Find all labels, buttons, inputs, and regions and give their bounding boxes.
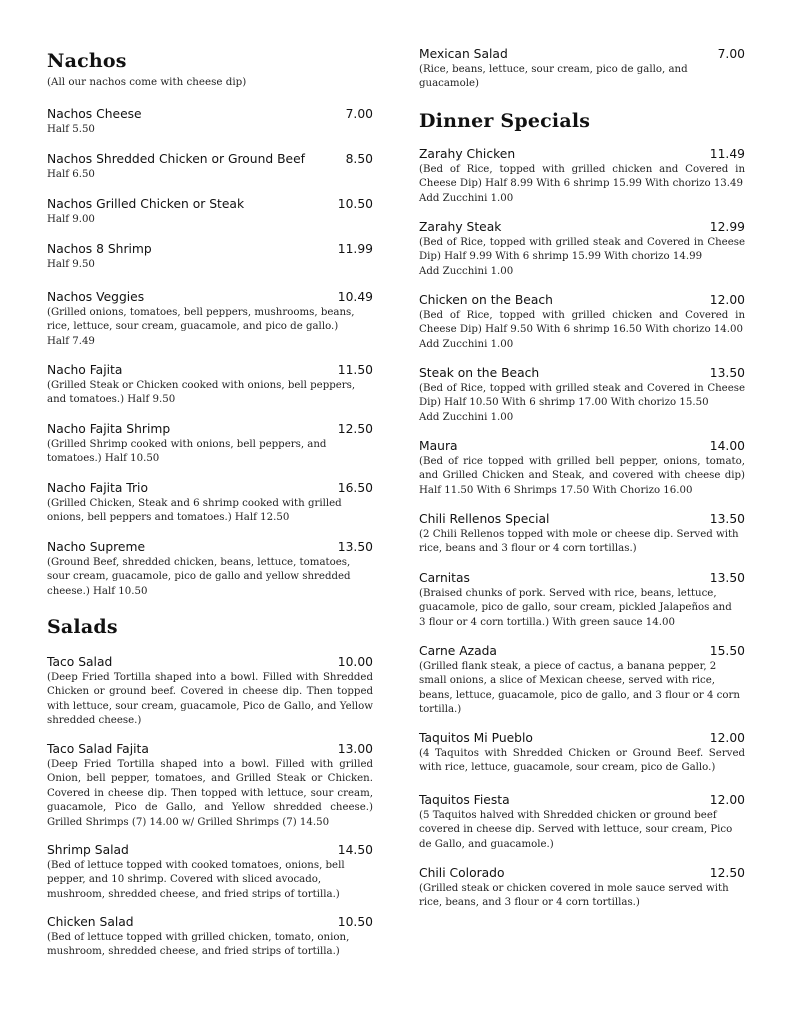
menu-item [47,363,373,408]
menu-item-price: 14.50 [337,843,373,857]
menu-item-description-line: Half 9.50 [47,259,95,270]
nachos-section-title: Nachos [47,50,127,72]
menu-item [419,731,745,776]
salads-section-title: Salads [47,616,118,638]
menu-item-description-line: Dip) Half 10.50 With 6 shrimp 17.00 With chorizo 15.50 [419,397,709,409]
menu-item-header [419,793,745,809]
menu-item-description [47,168,373,182]
menu-item-description-line: 3 flour or 4 corn tortilla.) With green sauce 14.00 [419,616,675,628]
menu-item-description-line: (Grilled Steak or Chicken cooked with onions, bell peppers, [47,380,356,391]
menu-item-description-line: tomatoes.) Half 10.50 [47,453,160,465]
menu-item-description-line: Grilled Shrimps (7) 14.00 w/ Grilled Shrimps (7) 14.50 [47,816,330,828]
menu-item-description-line: tortilla.) [419,704,462,716]
menu-item-description-line: shredded cheese.) [47,715,142,727]
menu-item-price: 13.50 [709,366,745,380]
menu-item-description-line: with lettuce, sour cream, guacamole, Pico de Gallo, and Yellow [47,700,373,712]
menu-item-description-line: (Deep Fried Tortilla shaped into a bowl. Filled with grilled [47,759,373,770]
menu-item-price: 13.50 [337,540,373,554]
menu-item-price: 10.50 [337,197,373,211]
menu-item-price: 13.00 [337,742,373,756]
menu-item-header [47,540,373,556]
menu-item-description-line: and Grilled Chicken and Steak, and covered with cheese dip) [419,470,745,482]
menu-item [419,147,745,206]
menu-item [419,512,745,557]
menu-item-description-line: (Grilled flank steak, a piece of cactus, a banana pepper, 2 [419,661,717,672]
menu-item-description-line: guacamole, Pico de Gallo, and Yellow shredded cheese.) [47,802,373,814]
menu-item [419,220,745,279]
menu-item-header [47,655,373,671]
menu-item-header [419,366,745,382]
menu-item [47,107,373,137]
menu-item [47,152,373,182]
menu-item [419,793,745,852]
menu-item-description [47,213,373,227]
menu-item-header [47,197,373,213]
menu-item-name: Steak on the Beach [419,366,540,380]
menu-item-header [419,47,745,63]
menu-item-name: Nachos Cheese [47,107,142,121]
menu-item-description-line: (Bed of Rice, topped with grilled steak and Covered in Cheese [419,237,745,248]
menu-item [419,866,745,911]
menu-item [419,439,745,498]
menu-item-price: 13.50 [709,571,745,585]
menu-item-description-line: Cheese Dip) Half 9.50 With 6 shrimp 16.50 With chorizo 14.00 [419,324,743,336]
menu-item-header [47,481,373,497]
menu-item-description [419,163,745,206]
menu-item-header [419,147,745,163]
menu-item-description-line: Add Zucchini 1.00 [419,265,514,277]
menu-item-price: 7.00 [345,107,373,121]
menu-item-description-line: Covered in cheese dip. Then topped with lettuce, sour cream, [47,787,373,799]
menu-item-description-line: covered in cheese dip. Served with lettuce, sour cream, Pico [419,824,733,836]
menu-item-description-line: mushroom, shredded cheese, and fried strips of tortilla.) [47,946,340,958]
menu-item-description-line: (Bed of Rice, topped with grilled chicken and Covered in [419,164,745,175]
menu-item-price: 12.00 [709,793,745,807]
menu-item-description-line: (Bed of Rice, topped with grilled steak and Covered in Cheese [419,383,745,394]
menu-item-description-line: Add Zucchini 1.00 [419,192,514,204]
menu-item-name: Chili Colorado [419,866,505,880]
menu-item [47,742,373,830]
menu-item-name: Nachos Grilled Chicken or Steak [47,197,245,211]
menu-item-description [419,309,745,352]
menu-item-description [47,931,373,960]
menu-item-description-line: Dip) Half 9.99 With 6 shrimp 15.99 With chorizo 14.99 [419,251,703,263]
menu-item-description [419,63,745,92]
menu-item-header [419,512,745,528]
menu-item-description [47,379,373,408]
menu-item-price: 12.50 [709,866,745,880]
menu-item-description-line: (Bed of lettuce topped with cooked tomatoes, onions, bell [47,860,345,871]
menu-item-price: 10.49 [337,290,373,304]
menu-item [47,290,373,349]
menu-item-name: Shrimp Salad [47,843,129,857]
menu-item-header [47,363,373,379]
menu-item [47,197,373,227]
menu-item-header [47,422,373,438]
menu-item-description-line: (5 Taquitos halved with Shredded chicken or ground beef [419,810,717,821]
menu-item [419,366,745,425]
menu-item-price: 8.50 [345,152,373,166]
menu-item-description-line: mushroom, shredded cheese, and fried strips of tortilla.) [47,888,340,900]
menu-item-header [47,107,373,123]
menu-item-name: Nacho Fajita [47,363,123,377]
menu-item-name: Taquitos Mi Pueblo [419,731,533,745]
menu-item-header [47,290,373,306]
menu-item-description-line: (4 Taquitos with Shredded Chicken or Ground Beef. Served [419,748,745,759]
menu-item-price: 15.50 [709,644,745,658]
menu-item-description-line: (Grilled Chicken, Steak and 6 shrimp cooked with grilled [47,498,342,509]
menu-item-description-line: Onion, bell pepper, tomatoes, and Grilled Steak or Chicken. [47,773,373,785]
menu-item-description-line: Chicken or ground beef. Covered in cheese dip. Then topped [47,686,373,698]
menu-item-description-line: guacamole) [419,78,479,90]
menu-item-name: Mexican Salad [419,47,508,61]
menu-item-price: 7.00 [717,47,745,61]
menu-item-price: 10.00 [337,655,373,669]
menu-item-description-line: sour cream, guacamole, pico de gallo and yellow shredded [47,571,351,583]
menu-item-description-line: Half 5.50 [47,124,95,135]
menu-item-name: Nachos Veggies [47,290,145,304]
menu-item-name: Maura [419,439,458,453]
menu-item-price: 11.49 [709,147,745,161]
menu-item-description-line: small onions, a slice of Mexican cheese, served with rice, [419,675,715,687]
menu-item-description-line: Add Zucchini 1.00 [419,411,514,423]
menu-item-name: Carnitas [419,571,470,585]
menu-item-name: Chicken Salad [47,915,134,929]
menu-item-description [419,882,745,911]
menu-item [47,481,373,526]
menu-item-description-line: (Ground Beef, shredded chicken, beans, lettuce, tomatoes, [47,557,351,568]
dinner-specials-section-title: Dinner Specials [419,110,591,132]
menu-item-name: Nachos 8 Shrimp [47,242,152,256]
menu-item-price: 12.50 [337,422,373,436]
menu-item-name: Chili Rellenos Special [419,512,550,526]
menu-item-price: 11.50 [337,363,373,377]
menu-item-description [47,758,373,830]
menu-item-header [419,866,745,882]
menu-item-description [419,528,745,557]
menu-item-description-line: (Bed of lettuce topped with grilled chicken, tomato, onion, [47,932,350,943]
menu-item-description-line: (Grilled onions, tomatoes, bell peppers, mushrooms, beans, [47,307,355,318]
menu-item-price: 11.99 [337,242,373,256]
menu-item-header [419,731,745,747]
menu-item-description-line: de Gallo, and guacamole.) [419,838,554,850]
menu-item-description-line: Cheese Dip) Half 8.99 With 6 shrimp 15.99 With chorizo 13.49 [419,178,743,190]
menu-item-description-line: (Bed of Rice, topped with grilled chicken and Covered in [419,310,745,321]
menu-item-description-line: (Braised chunks of pork. Served with rice, beans, lettuce, [419,588,717,599]
menu-item [419,571,745,630]
menu-item-description-line: (Deep Fried Tortilla shaped into a bowl. Filled with Shredded [47,672,373,683]
menu-item-description-line: (Grilled Shrimp cooked with onions, bell peppers, and [47,439,327,450]
menu-item-name: Taco Salad Fajita [47,742,149,756]
menu-item-name: Taquitos Fiesta [419,793,510,807]
menu-item-price: 12.00 [709,731,745,745]
menu-item [419,293,745,352]
menu-item-name: Nachos Shredded Chicken or Ground Beef [47,152,306,166]
menu-item-description [47,123,373,137]
menu-item [47,843,373,902]
menu-item-price: 10.50 [337,915,373,929]
menu-item-description-line: pepper, and 10 shrimp. Covered with sliced avocado, [47,874,322,886]
menu-item-description-line: with rice, lettuce, guacamole, sour cream, pico de Gallo.) [419,762,716,774]
menu-item-price: 16.50 [337,481,373,495]
menu-item-description [419,236,745,279]
menu-item-price: 13.50 [709,512,745,526]
menu-item-description-line: Half 7.49 [47,335,95,347]
menu-item-description [47,497,373,526]
menu-item-description [419,382,745,425]
menu-item-description-line: Half 9.00 [47,214,95,225]
menu-item [47,540,373,599]
menu-item-description-line: rice, beans and 3 flour or 4 corn tortillas.) [419,543,637,555]
menu-item-price: 14.00 [709,439,745,453]
menu-item-description [47,258,373,272]
menu-item-description-line: Half 6.50 [47,169,95,180]
menu-item-header [47,843,373,859]
menu-item [419,644,745,718]
menu-item [419,47,745,92]
menu-item-header [47,152,373,168]
menu-item-header [47,915,373,931]
menu-item [47,242,373,272]
menu-item-header [419,644,745,660]
menu-item-name: Nacho Fajita Trio [47,481,148,495]
menu-item-price: 12.00 [709,293,745,307]
menu-item-description-line: Half 11.50 With 6 Shrimps 17.50 With Chorizo 16.00 [419,484,693,496]
menu-item-name: Chicken on the Beach [419,293,553,307]
menu-item-description [419,660,745,718]
menu-item-name: Carne Azada [419,644,497,658]
menu-item-name: Zarahy Chicken [419,147,516,161]
menu-item-description [47,859,373,902]
menu-item-header [419,571,745,587]
menu-item-description-line: rice, beans, and 3 flour or 4 corn tortillas.) [419,897,640,909]
menu-item-description [419,747,745,776]
menu-item-description [419,587,745,630]
menu-item-description [47,306,373,349]
menu-item-description-line: (Bed of rice topped with grilled bell pepper, onions, tomato, [419,456,745,467]
nachos-section-note: (All our nachos come with cheese dip) [47,76,247,88]
menu-item-description-line: guacamole, pico de gallo, sour cream, pickled Jalapeños and [419,602,732,614]
menu-item-description [419,809,745,852]
menu-item-description-line: and tomatoes.) Half 9.50 [47,394,176,406]
menu-item [47,655,373,729]
menu-item-header [47,242,373,258]
menu-item-description-line: (Rice, beans, lettuce, sour cream, pico de gallo, and [419,64,688,75]
menu-item-header [419,293,745,309]
menu-item-description-line: onions, bell peppers and tomatoes.) Half 12.50 [47,512,290,524]
menu-item-description-line: Add Zucchini 1.00 [419,338,514,350]
menu-item-name: Nacho Supreme [47,540,146,554]
menu-item [47,915,373,960]
menu-item-description-line: rice, lettuce, sour cream, guacamole, and pico de gallo.) [47,321,339,333]
menu-item-header [419,220,745,236]
menu-item-description-line: (Grilled steak or chicken covered in mole sauce served with [419,883,729,894]
menu-item-name: Taco Salad [47,655,113,669]
menu-item-description [47,671,373,729]
menu-item-description [47,438,373,467]
menu-item-description-line: (2 Chili Rellenos topped with mole or cheese dip. Served with [419,529,739,540]
menu-item-name: Zarahy Steak [419,220,502,234]
menu-item-description-line: beans, lettuce, guacamole, pico de gallo, and 3 flour or 4 corn [419,689,740,701]
menu-item [47,422,373,467]
menu-item-header [47,742,373,758]
menu-item-header [419,439,745,455]
menu-item-description-line: cheese.) Half 10.50 [47,585,148,597]
menu-item-description [47,556,373,599]
menu-item-description [419,455,745,498]
menu-item-name: Nacho Fajita Shrimp [47,422,171,436]
menu-item-price: 12.99 [709,220,745,234]
